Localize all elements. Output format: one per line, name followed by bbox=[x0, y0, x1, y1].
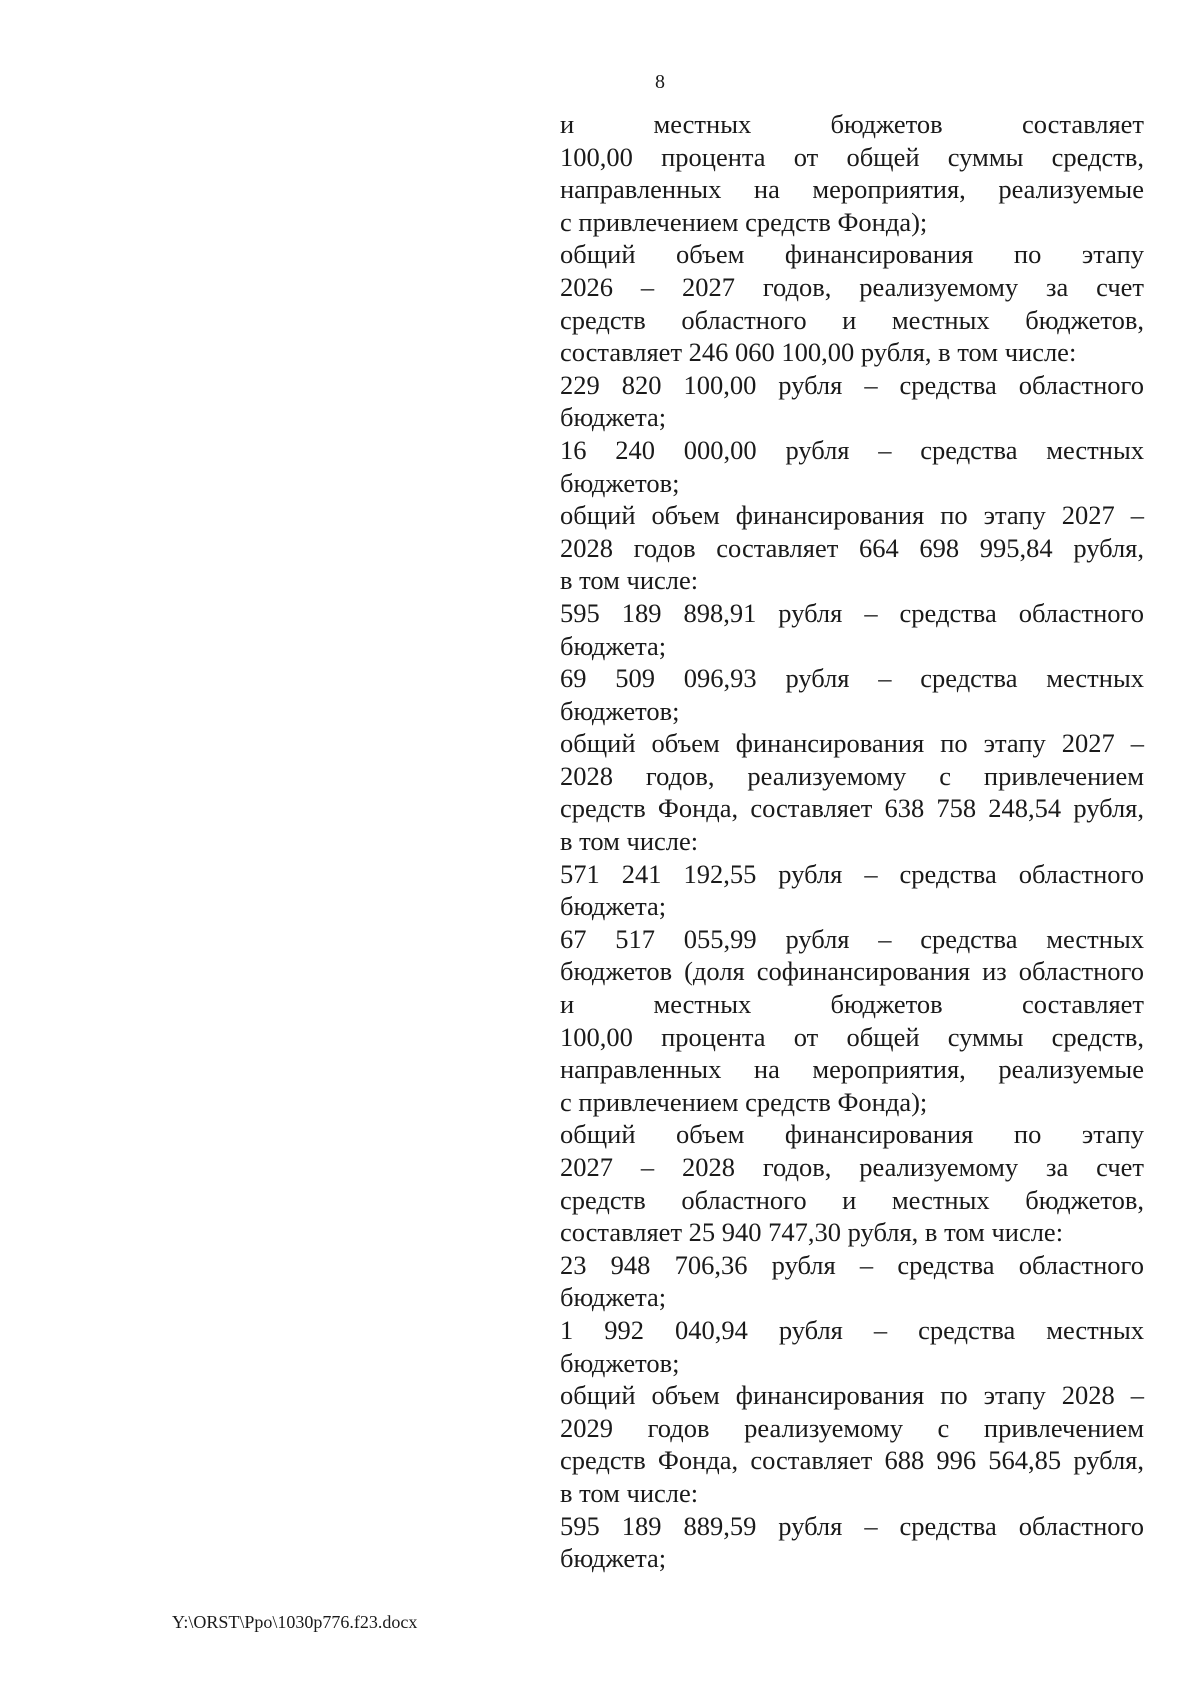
text-line: 229 820 100,00 рубля – средства областного bbox=[560, 369, 1144, 400]
text-line: 100,00 процента от общей суммы средств, bbox=[560, 1021, 1144, 1052]
text-line: бюджетов; bbox=[560, 1347, 680, 1378]
text-line: 2028 годов составляет 664 698 995,84 рубля, bbox=[560, 532, 1144, 563]
text-line: общий объем финансирования по этапу 2027 – bbox=[560, 500, 1144, 531]
text-line: 571 241 192,55 рубля – средства областного bbox=[560, 858, 1144, 889]
text-line: и местных бюджетов составляет bbox=[560, 109, 1144, 139]
text-line: в том числе: bbox=[560, 565, 699, 596]
body-text bbox=[560, 108, 1144, 1575]
text-line: бюджета; bbox=[560, 630, 667, 661]
text-line: средств Фонда, составляет 638 758 248,54 рубля, bbox=[560, 793, 1144, 824]
text-line: направленных на мероприятия, реализуемые bbox=[560, 1054, 1144, 1085]
text-line: бюджета; bbox=[560, 402, 667, 433]
text-line: 2027 – 2028 годов, реализуемому за счет bbox=[560, 1152, 1144, 1182]
text-line: 2028 годов, реализуемому с привлечением bbox=[560, 760, 1144, 791]
text-line: бюджетов; bbox=[560, 695, 680, 726]
text-line: бюджета; bbox=[560, 891, 667, 922]
text-line: 23 948 706,36 рубля – средства областного bbox=[560, 1249, 1144, 1280]
text-line: средств областного и местных бюджетов, bbox=[560, 304, 1144, 335]
text-line: 2026 – 2027 годов, реализуемому за счет bbox=[560, 271, 1144, 302]
text-line: и местных бюджетов составляет bbox=[560, 989, 1144, 1020]
text-line: бюджетов; bbox=[560, 467, 680, 498]
page-number: 8 bbox=[655, 71, 665, 93]
text-line: 1 992 040,94 рубля – средства местных bbox=[560, 1314, 1144, 1345]
text-line: 69 509 096,93 рубля – средства местных bbox=[560, 663, 1144, 694]
text-line: в том числе: bbox=[560, 826, 699, 857]
text-line: составляет 246 060 100,00 рубля, в том числе: bbox=[560, 337, 1077, 368]
text-line: средств областного и местных бюджетов, bbox=[560, 1184, 1144, 1215]
text-line: 16 240 000,00 рубля – средства местных bbox=[560, 434, 1144, 465]
file-path-footer: Y:\ORST\Ppo\1030p776.f23.docx bbox=[172, 1612, 418, 1632]
text-line: составляет 25 940 747,30 рубля, в том числе: bbox=[560, 1217, 1064, 1248]
text-line: общий объем финансирования по этапу 2027 – bbox=[560, 728, 1144, 759]
text-line: 100,00 процента от общей суммы средств, bbox=[560, 141, 1144, 172]
text-line: бюджета; bbox=[560, 1543, 667, 1574]
text-line: 595 189 889,59 рубля – средства областного bbox=[560, 1510, 1144, 1541]
text-line: в том числе: bbox=[560, 1477, 699, 1508]
text-line: 2029 годов реализуемому с привлечением bbox=[560, 1412, 1144, 1443]
text-line: общий объем финансирования по этапу 2028 – bbox=[560, 1380, 1144, 1411]
text-line: 595 189 898,91 рубля – средства областного bbox=[560, 597, 1144, 628]
text-line: общий объем финансирования по этапу bbox=[560, 1119, 1144, 1150]
text-line: 67 517 055,99 рубля – средства местных bbox=[560, 923, 1144, 954]
text-line: бюджета; bbox=[560, 1282, 667, 1313]
text-line: с привлечением средств Фонда); bbox=[560, 1086, 928, 1117]
text-line: с привлечением средств Фонда); bbox=[560, 206, 928, 237]
text-line: общий объем финансирования по этапу bbox=[560, 239, 1144, 270]
text-line: средств Фонда, составляет 688 996 564,85 рубля, bbox=[560, 1445, 1144, 1476]
text-line: направленных на мероприятия, реализуемые bbox=[560, 174, 1144, 205]
text-line: бюджетов (доля софинансирования из областного bbox=[560, 956, 1144, 987]
